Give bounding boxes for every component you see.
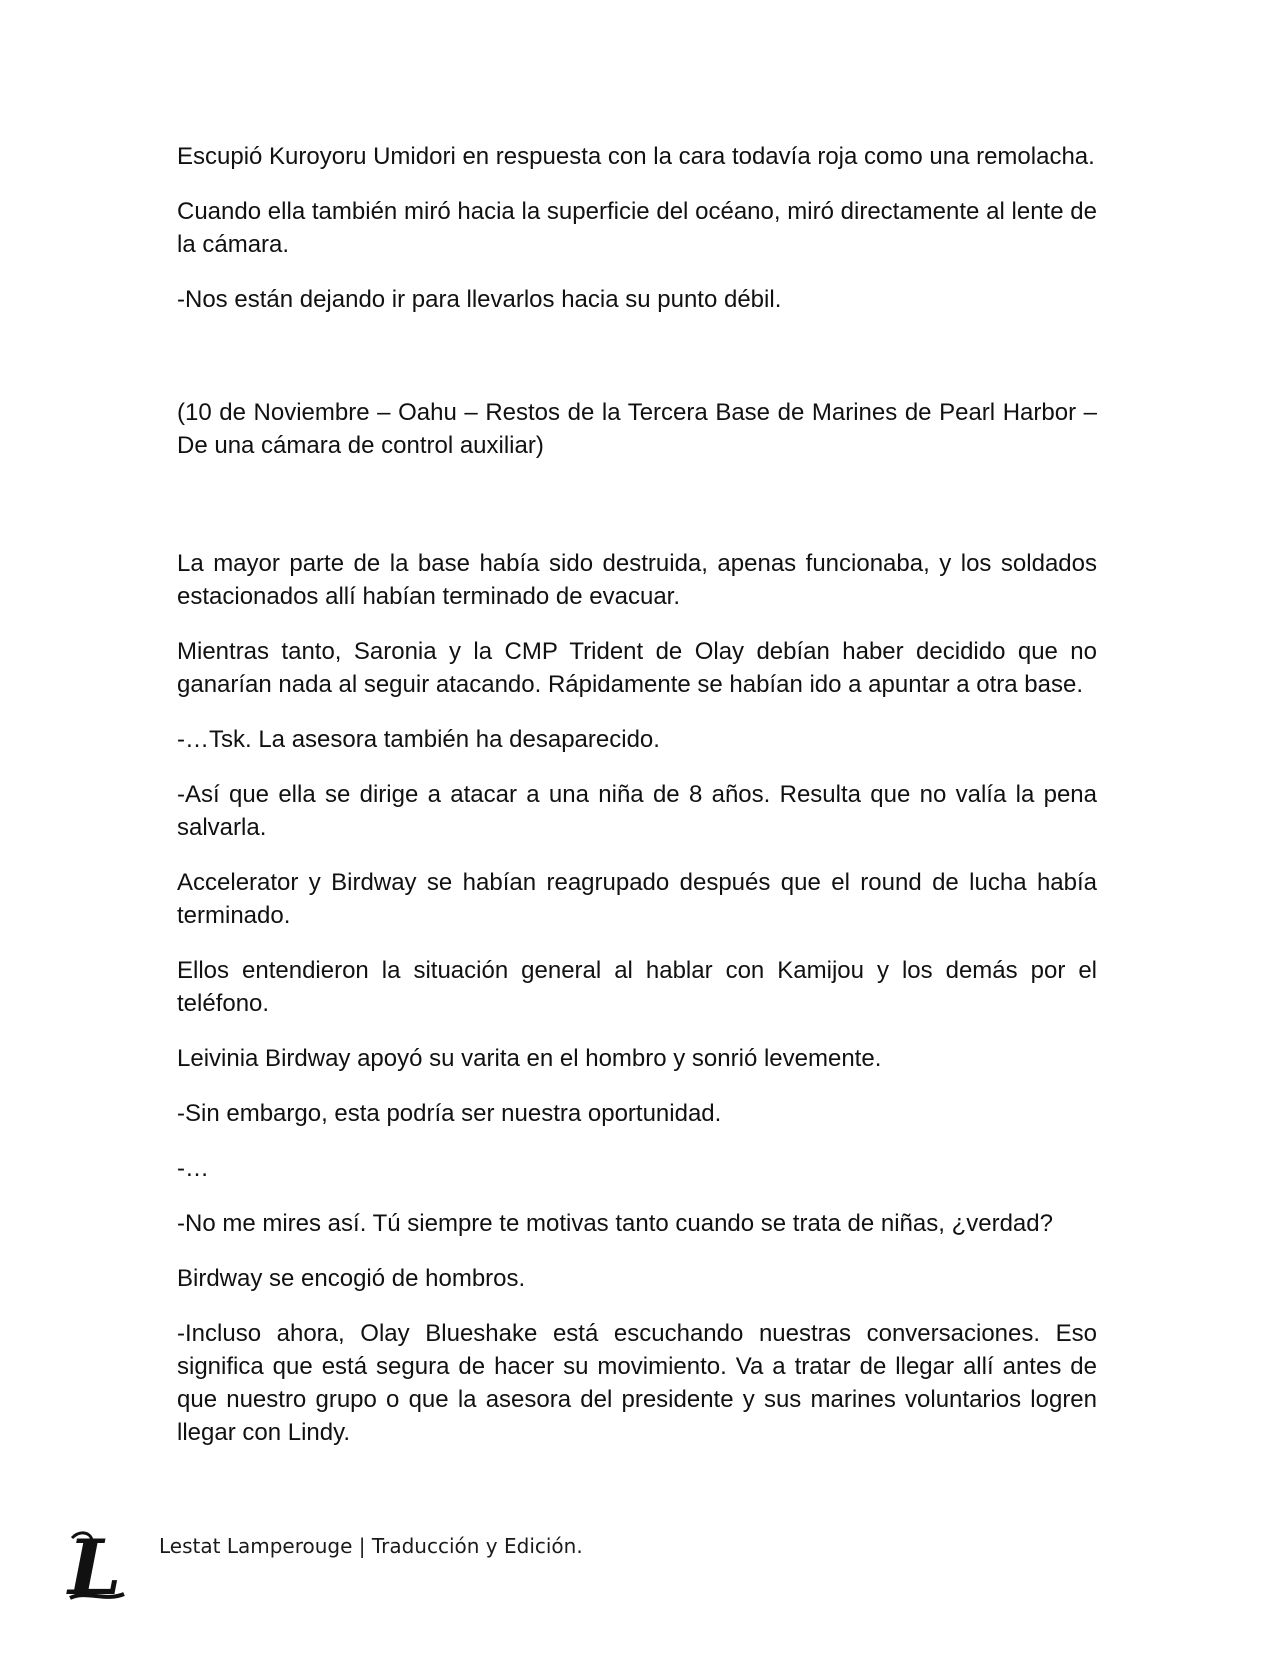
paragraph: -No me mires así. Tú siempre te motivas tanto cuando se trata de niñas, ¿verdad? bbox=[177, 1210, 1053, 1237]
paragraph: -Sin embargo, esta podría ser nuestra oportunidad. bbox=[177, 1100, 722, 1127]
footer-credit: Lestat Lamperouge | Traducción y Edición. bbox=[159, 1534, 583, 1558]
document-body bbox=[177, 140, 1097, 1471]
gothic-l-logo-icon bbox=[66, 1528, 128, 1604]
scene-heading: (10 de Noviembre – Oahu – Restos de la Tercera Base de Marines de Pearl Harbor – De una cámara de control auxiliar) bbox=[177, 399, 1097, 459]
paragraph: Escupió Kuroyoru Umidori en respuesta con la cara todavía roja como una remolacha. bbox=[177, 143, 1095, 170]
paragraph: Leivinia Birdway apoyó su varita en el hombro y sonrió levemente. bbox=[177, 1045, 882, 1072]
svg-text:L: L bbox=[68, 1528, 122, 1604]
paragraph: Mientras tanto, Saronia y la CMP Trident de Olay debían haber decidido que no ganarían nada al seguir atacando. Rápidamente se habían ido a apuntar a otra base. bbox=[177, 638, 1097, 698]
paragraph: La mayor parte de la base había sido destruida, apenas funcionaba, y los soldados estacionados allí habían terminado de evacuar. bbox=[177, 550, 1097, 610]
paragraph: Cuando ella también miró hacia la superficie del océano, miró directamente al lente de la cámara. bbox=[177, 198, 1097, 258]
paragraph: -Nos están dejando ir para llevarlos hacia su punto débil. bbox=[177, 286, 782, 313]
paragraph: Ellos entendieron la situación general al hablar con Kamijou y los demás por el teléfono. bbox=[177, 957, 1097, 1017]
paragraph: -…Tsk. La asesora también ha desaparecido. bbox=[177, 726, 660, 753]
page-footer bbox=[66, 1528, 766, 1608]
paragraph: Birdway se encogió de hombros. bbox=[177, 1265, 526, 1292]
paragraph: -Así que ella se dirige a atacar a una niña de 8 años. Resulta que no valía la pena salvarla. bbox=[177, 781, 1097, 841]
paragraph: Accelerator y Birdway se habían reagrupado después que el round de lucha había terminado. bbox=[177, 869, 1097, 929]
paragraph: -Incluso ahora, Olay Blueshake está escuchando nuestras conversaciones. Eso significa que está segura de hacer su movimiento. Va a tratar de llegar allí antes de que nuestro grupo o que la asesora del presidente y sus marines voluntarios logren llegar con Lindy. bbox=[177, 1320, 1097, 1446]
paragraph: -… bbox=[177, 1155, 209, 1182]
